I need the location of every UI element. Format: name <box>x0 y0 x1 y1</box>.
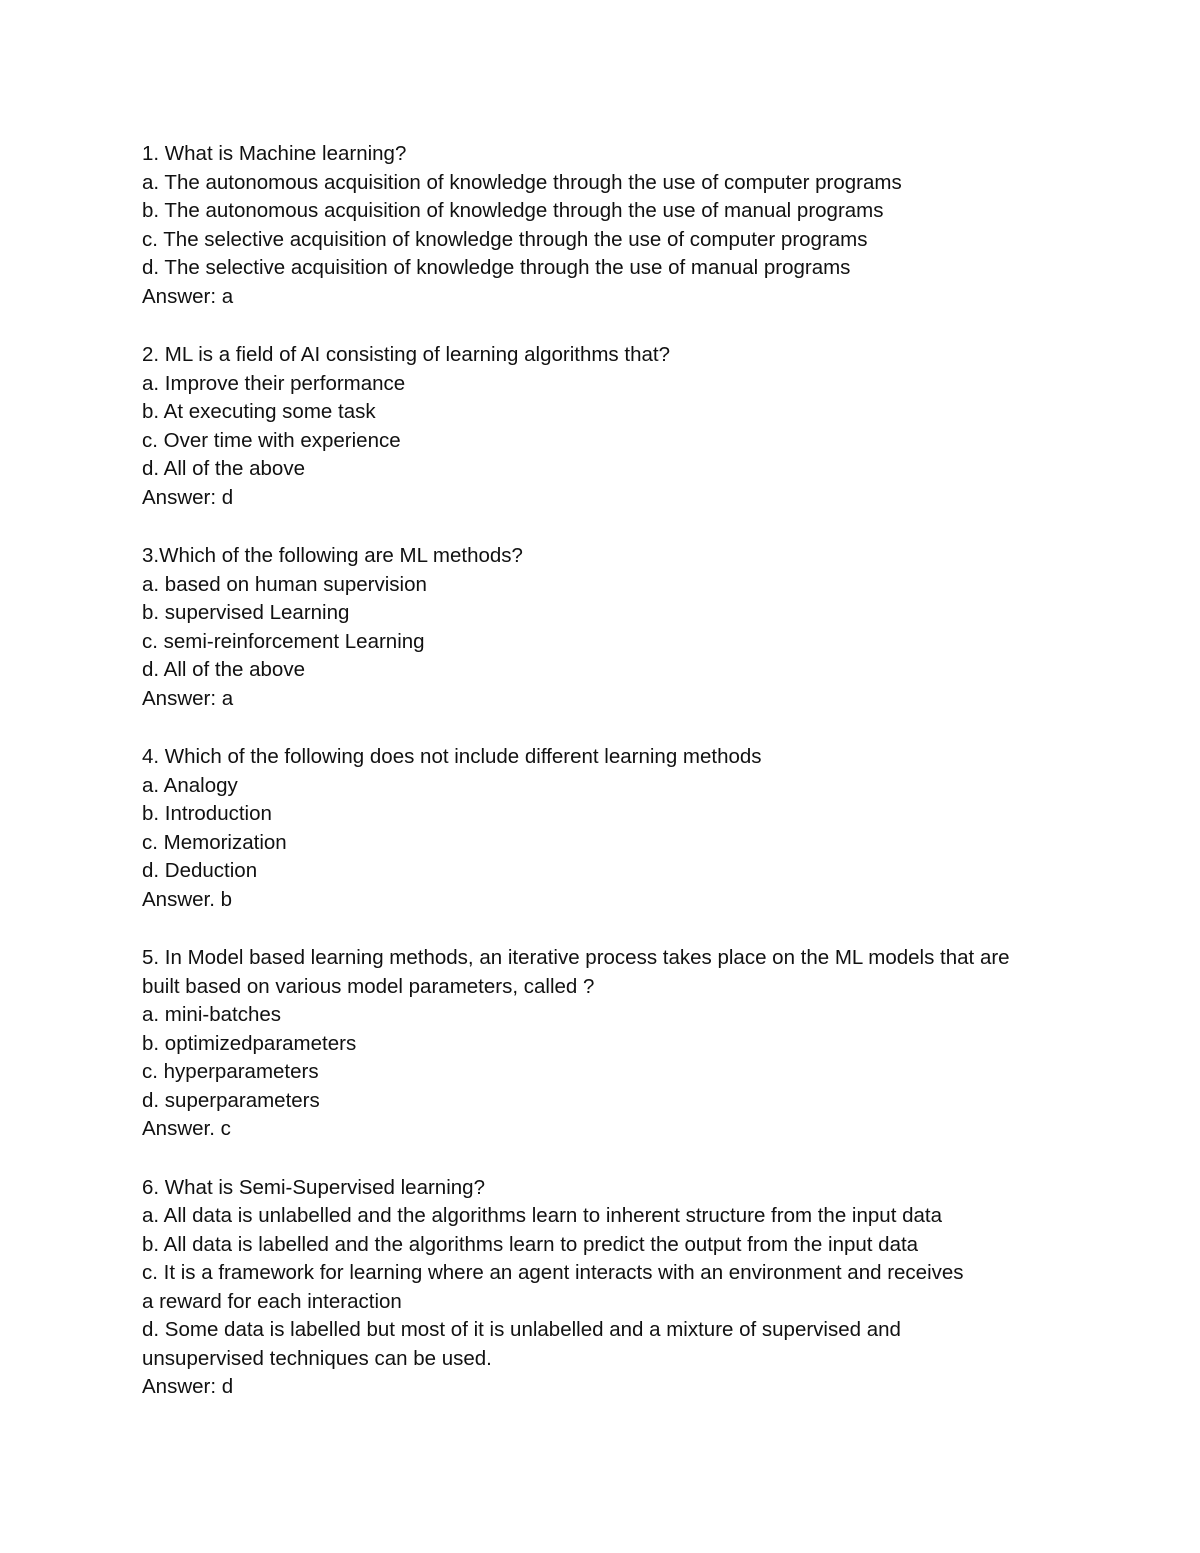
option-c: c. Over time with experience <box>142 428 401 452</box>
option-a: a. Improve their performance <box>142 371 406 395</box>
option-c: c. It is a framework for learning where an agent interacts with an environment and receives <box>142 1261 964 1284</box>
question-text-continued: built based on various model parameters, called ? <box>142 974 595 998</box>
question-list <box>142 140 1102 1432</box>
option-a: a. All data is unlabelled and the algorithms learn to inherent structure from the input data <box>142 1204 942 1227</box>
answer-line: Answer. b <box>142 887 233 911</box>
option-a: a. The autonomous acquisition of knowledge through the use of computer programs <box>142 170 902 194</box>
option-a: a. based on human supervision <box>142 572 427 596</box>
option-b: b. supervised Learning <box>142 601 350 624</box>
option-b: b. At executing some task <box>142 400 376 423</box>
answer-line: Answer: a <box>142 686 234 710</box>
answer-line: Answer. c <box>142 1117 231 1140</box>
option-d: d. superparameters <box>142 1088 320 1112</box>
question-block <box>142 1174 1102 1402</box>
option-b: b. The autonomous acquisition of knowledge through the use of manual programs <box>142 199 884 222</box>
option-d: d. Some data is labelled but most of it is unlabelled and a mixture of supervised and <box>142 1318 901 1341</box>
option-c: c. semi-reinforcement Learning <box>142 629 425 653</box>
answer-line: Answer: d <box>142 485 234 509</box>
question-text: 2. ML is a field of AI consisting of learning algorithms that? <box>142 343 670 366</box>
question-block <box>142 341 1102 512</box>
option-c: c. The selective acquisition of knowledge through the use of computer programs <box>142 227 868 251</box>
option-d: d. All of the above <box>142 457 305 480</box>
option-d: d. The selective acquisition of knowledge through the use of manual programs <box>142 256 851 279</box>
question-text: 5. In Model based learning methods, an iterative process takes place on the ML models that are <box>142 946 1010 969</box>
question-text: 4. Which of the following does not include different learning methods <box>142 745 762 768</box>
option-a: a. Analogy <box>142 773 238 797</box>
option-c: c. hyperparameters <box>142 1060 319 1083</box>
answer-line: Answer: a <box>142 284 234 308</box>
option-b: b. All data is labelled and the algorithms learn to predict the output from the input data <box>142 1232 919 1256</box>
option-d-continued: unsupervised techniques can be used. <box>142 1346 492 1370</box>
question-block <box>142 140 1102 311</box>
question-block <box>142 542 1102 713</box>
question-text: 1. What is Machine learning? <box>142 142 407 165</box>
option-c: c. Memorization <box>142 830 287 854</box>
option-c-continued: a reward for each interaction <box>142 1289 402 1313</box>
option-d: d. All of the above <box>142 658 305 681</box>
option-b: b. Introduction <box>142 802 272 825</box>
question-text: 3.Which of the following are ML methods? <box>142 544 523 567</box>
question-block <box>142 944 1102 1144</box>
option-d: d. Deduction <box>142 859 258 882</box>
option-a: a. mini-batches <box>142 1003 282 1026</box>
question-text: 6. What is Semi-Supervised learning? <box>142 1175 485 1199</box>
answer-line: Answer: d <box>142 1375 234 1398</box>
option-b: b. optimizedparameters <box>142 1031 357 1055</box>
question-block <box>142 743 1102 914</box>
